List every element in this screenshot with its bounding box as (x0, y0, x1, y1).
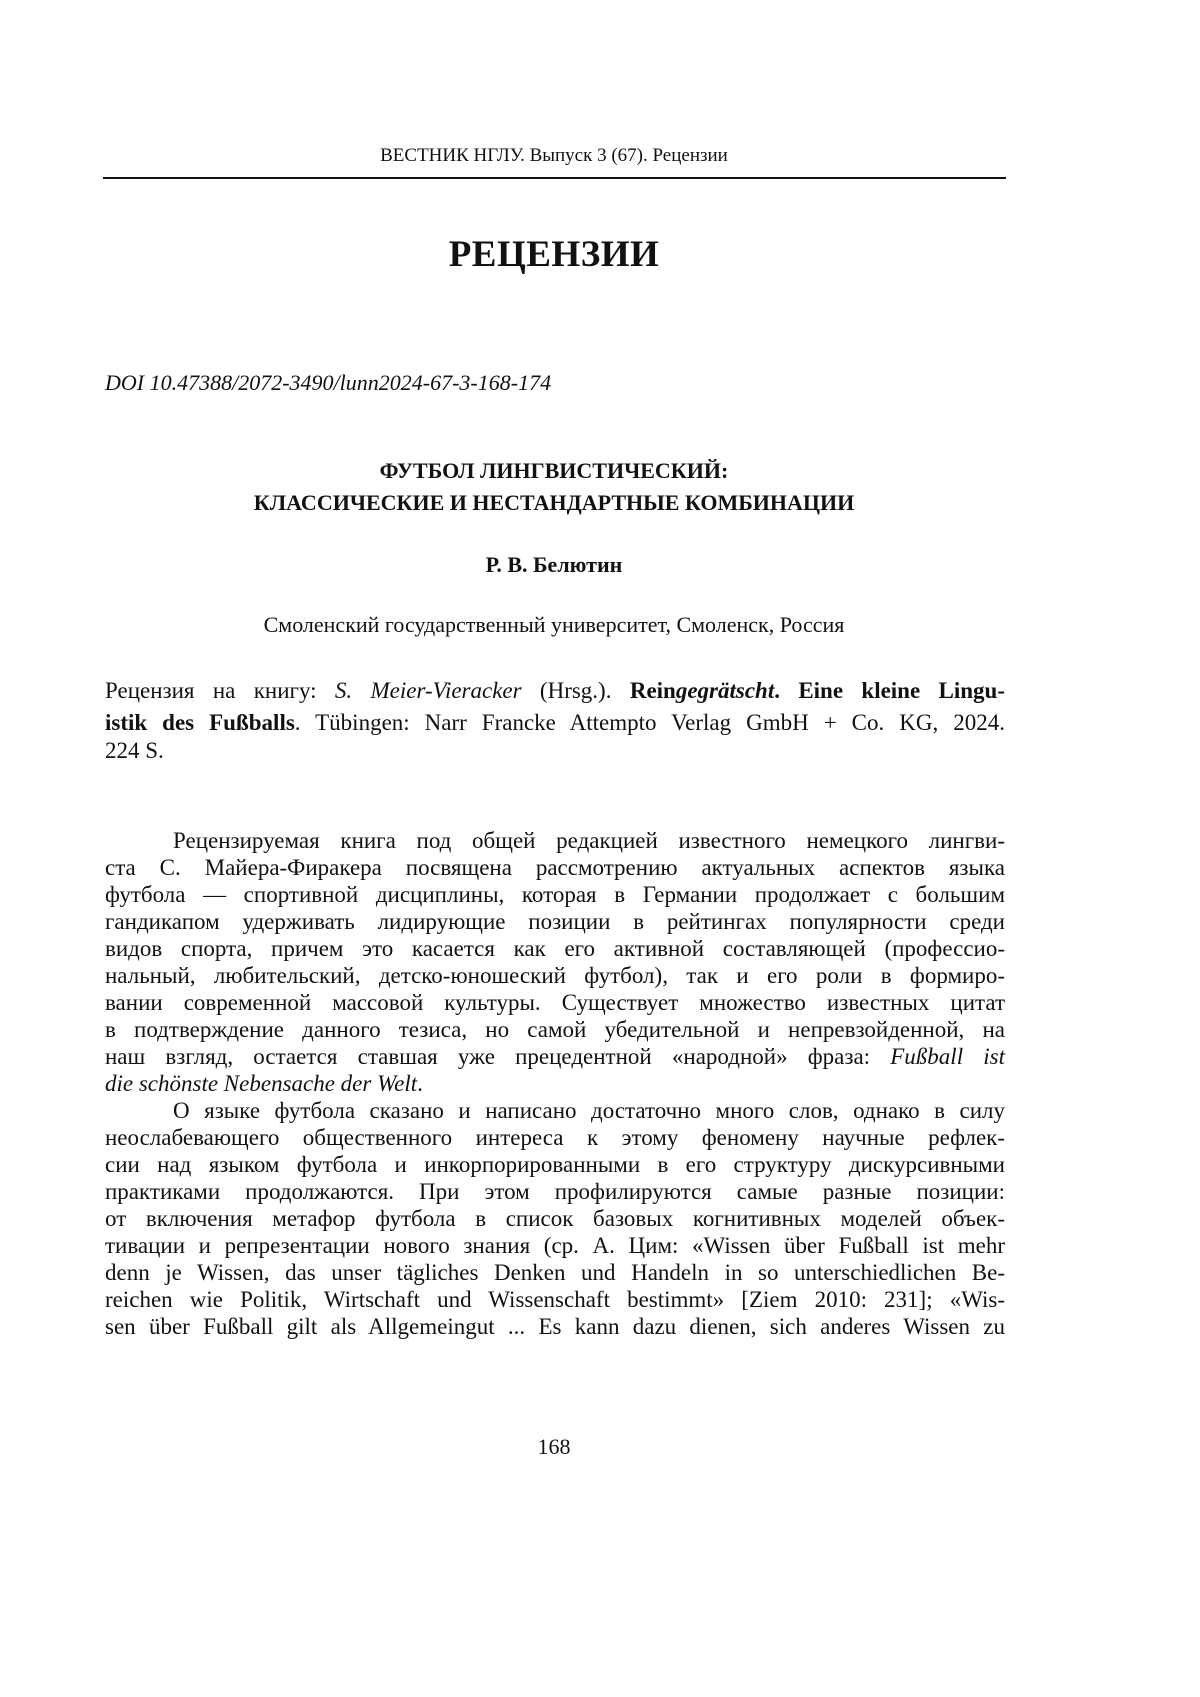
text-segment: вании современной массовой культуры. Существует множество известных цитат (105, 990, 1005, 1015)
text-segment: О языке футбола сказано и написано достаточно много слов, однако в силу (173, 1098, 1005, 1123)
text-line (105, 1016, 1005, 1043)
text-segment: reichen wie Politik, Wirtschaft und Wissenschaft bestimmt» [Ziem 2010: 231]; «Wis- (105, 1287, 1005, 1312)
text-line (105, 1070, 1005, 1097)
text-segment: Рецензия на книгу: (105, 678, 335, 703)
text-segment: футбола — спортивной дисциплины, которая в Германии продолжает с большим (105, 882, 1005, 907)
article-title-line: ФУТБОЛ ЛИНГВИСТИЧЕСКИЙ: (0, 458, 1108, 484)
text-segment: Rein (630, 678, 676, 703)
header-rule (103, 177, 1006, 179)
text-segment: от включения метафор футбола в список базовых когнитивных моделей объек- (105, 1206, 1005, 1231)
text-segment: тивации и репрезентации нового знания (ср. А. Цим: «Wissen über Fußball ist mehr (105, 1233, 1005, 1258)
text-segment: нальный, любительский, детско-юношеский футбол), так и его роли в формиро- (105, 963, 1005, 988)
text-segment: ста С. Майера-Фиракера посвящена рассмотрению актуальных аспектов языка (105, 855, 1005, 880)
text-segment: гандикапом удерживать лидирующие позиции в рейтингах популярности среди (105, 909, 1005, 934)
text-line (105, 935, 1005, 962)
text-line (105, 709, 1005, 736)
text-segment: (Hrsg.). (522, 678, 630, 703)
text-line (105, 1151, 1005, 1178)
text-segment: . Eine kleine Lingu- (774, 678, 1005, 703)
text-line (105, 1286, 1005, 1313)
text-segment: die schönste Nebensache der Welt (105, 1071, 417, 1096)
text-line (105, 1205, 1005, 1232)
affiliation: Смоленский государственный университет, Смоленск, Россия (0, 612, 1108, 638)
text-line (105, 1259, 1005, 1286)
text-line (105, 989, 1005, 1016)
doi: DOI 10.47388/2072-3490/lunn2024-67-3-168-174 (105, 370, 551, 396)
text-line (105, 1313, 1005, 1340)
text-segment: sen über Fußball gilt als Allgemeingut ... Es kann dazu dienen, sich anderes Wissen zu (105, 1314, 1005, 1339)
text-segment: Fußball ist (890, 1044, 1005, 1069)
text-segment: . Tübingen: Narr Francke Attempto Verlag GmbH + Co. KG, 2024. (295, 710, 1005, 735)
text-segment: denn je Wissen, das unser tägliches Denken und Handeln in so unterschiedlichen Be- (105, 1260, 1005, 1285)
text-line (105, 677, 1005, 704)
text-segment: S. Meier-Vieracker (335, 678, 522, 703)
text-segment: . (417, 1071, 423, 1096)
text-line (105, 1124, 1005, 1151)
page-number: 168 (0, 1434, 1108, 1460)
text-segment: Рецензируемая книга под общей редакцией известного немецкого лингви- (173, 828, 1005, 853)
text-line (105, 1232, 1005, 1259)
text-segment: неослабевающего общественного интереса к этому феномену научные рефлек- (105, 1125, 1005, 1150)
text-segment: 224 S. (105, 738, 164, 763)
text-segment: в подтверждение данного тезиса, но самой убедительной и непревзойденной, на (105, 1017, 1005, 1042)
text-line (105, 881, 1005, 908)
text-segment: gegrätscht (676, 678, 774, 703)
section-title: РЕЦЕНЗИИ (0, 233, 1108, 276)
text-segment: сии над языком футбола и инкорпорированными в его структуру дискурсивными (105, 1152, 1005, 1177)
text-line (105, 1178, 1005, 1205)
text-segment: наш взгляд, остается ставшая уже прецедентной «народной» фраза: (105, 1044, 890, 1069)
running-head: ВЕСТНИК НГЛУ. Выпуск 3 (67). Рецензии (0, 145, 1108, 167)
text-segment: практиками продолжаются. При этом профилируются самые разные позиции: (105, 1179, 1005, 1204)
text-line (105, 737, 1005, 764)
text-line (173, 827, 1005, 854)
text-segment: видов спорта, причем это касается как его активной составляющей (профессио- (105, 936, 1005, 961)
text-line (105, 962, 1005, 989)
text-segment: istik des Fußballs (105, 710, 295, 735)
text-line (105, 908, 1005, 935)
text-line (105, 1043, 1005, 1070)
author: Р. В. Белютин (0, 552, 1108, 578)
text-line (173, 1097, 1005, 1124)
text-line (105, 854, 1005, 881)
article-title-line: КЛАССИЧЕСКИЕ И НЕСТАНДАРТНЫЕ КОМБИНАЦИИ (0, 490, 1108, 516)
